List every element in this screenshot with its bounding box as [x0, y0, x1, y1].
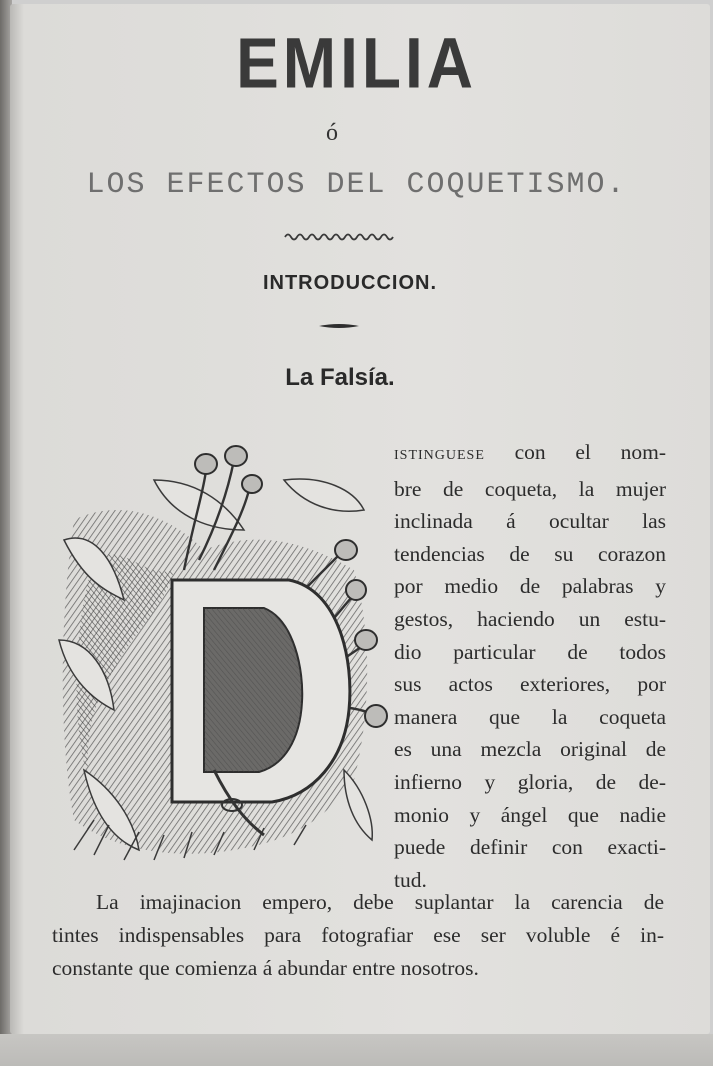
text-line: puede definir con exacti-: [394, 835, 666, 860]
text-line: ISTINGUESE con el nom-: [394, 440, 666, 464]
wavy-ornament: [283, 228, 399, 246]
text-line: La imajinacion empero, debe suplantar la carencia de: [96, 890, 664, 914]
text-line: constante que comienza á abundar entre nosotros.: [52, 956, 479, 980]
text-line: gestos, haciendo un estu-: [394, 606, 666, 631]
divider-rule: [318, 321, 360, 331]
initial-column-text: [394, 436, 666, 896]
text-line: sus actos exteriores, por: [394, 672, 666, 697]
body-paragraph: [52, 886, 664, 985]
decorated-initial-d: [54, 440, 390, 880]
text-line: inclinada á ocultar las: [394, 509, 666, 534]
text-line: tendencias de su corazon: [394, 541, 666, 566]
book-title: EMILIA: [236, 22, 477, 104]
text-line: es una mezcla original de: [394, 737, 666, 762]
small-caps-opening: ISTINGUESE: [394, 448, 485, 463]
text-line: dio particular de todos: [394, 639, 666, 664]
text-line: por medio de palabras y: [394, 574, 666, 599]
page-bottom-edge: [0, 1034, 713, 1066]
text-line: tud.: [394, 867, 427, 892]
chapter-heading: La Falsía.: [285, 364, 395, 391]
text-line: infierno y gloria, de de-: [394, 769, 666, 794]
title-conjunction: ó: [326, 120, 338, 146]
text-line: tintes indispensables para fotografiar ese ser voluble é in-: [52, 923, 664, 947]
section-heading: INTRODUCCION.: [262, 272, 438, 294]
text-line: monio y ángel que nadie: [394, 802, 666, 827]
text-line: manera que la coqueta: [394, 704, 666, 729]
text-line: bre de coqueta, la mujer: [394, 476, 666, 501]
book-subtitle: LOS EFECTOS DEL COQUETISMO.: [86, 168, 627, 202]
